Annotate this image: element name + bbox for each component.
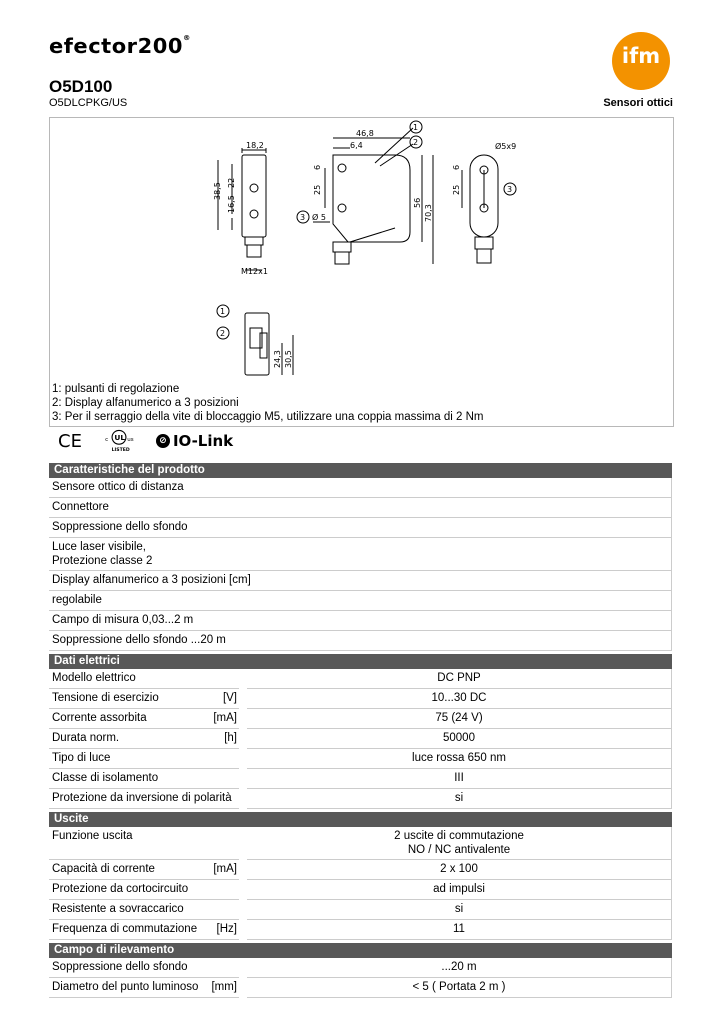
table-row (49, 689, 672, 709)
io-link-logo: ⊘ IO-Link (156, 432, 233, 450)
ifm-logo-text: ifm (621, 44, 661, 68)
table-row (49, 860, 672, 880)
table-row (49, 709, 672, 729)
product-code: O5D100 (49, 77, 113, 96)
table-row (49, 769, 672, 789)
dim-slot: Ø5x9 (495, 142, 517, 151)
row-label: Corrente assorbita (52, 712, 147, 724)
row-unit: [V] (222, 692, 237, 704)
section-campo-rilevamento: Campo di rilevamento (49, 943, 672, 958)
row-unit: [mA] (213, 712, 237, 724)
product-data-table (49, 463, 672, 998)
dim-6-side: 6 (313, 164, 322, 170)
dim-70-3: 70,3 (424, 204, 433, 222)
row-value: si (247, 900, 672, 920)
row-label: Tensione di esercizio (52, 692, 159, 704)
callout-1-bottom: 1 (220, 307, 226, 316)
io-link-icon: ⊘ (156, 434, 170, 448)
note-3: 3: Per il serraggio della vite di bloccaggio M5, utilizzare una coppia massima di 2 Nm (52, 411, 484, 423)
row-label: Frequenza di commutazione (52, 923, 198, 935)
section-uscite: Uscite (49, 812, 672, 827)
feature-row: Connettore (49, 498, 672, 518)
row-value: si (247, 789, 672, 809)
svg-text:UL: UL (114, 433, 126, 443)
note-1: 1: pulsanti di regolazione (52, 383, 180, 395)
row-label: Protezione da cortocircuito (52, 883, 189, 895)
product-category: Sensori ottici (603, 97, 673, 109)
dim-16-5: 16,5 (227, 195, 236, 213)
table-row (49, 749, 672, 769)
feature-row: Luce laser visibile, Protezione classe 2 (49, 538, 672, 571)
feature-row: Sensore ottico di distanza (49, 478, 672, 498)
table-row (49, 920, 672, 940)
dim-width: 18,2 (246, 141, 264, 150)
technical-drawing (49, 117, 674, 427)
feature-row: Soppressione dello sfondo (49, 518, 672, 538)
feature-row: Display alfanumerico a 3 posizioni [cm] (49, 571, 672, 591)
callout-3-end: 3 (507, 185, 513, 194)
brand-name: efector200® (49, 34, 191, 58)
callout-2: 2 (413, 138, 419, 147)
feature-row: regolabile (49, 591, 672, 611)
row-value: 2 x 100 (247, 860, 672, 880)
callout-2-bottom: 2 (220, 329, 226, 338)
row-value: 50000 (247, 729, 672, 749)
row-value: < 5 ( Portata 2 m ) (247, 978, 672, 998)
certifications (58, 430, 233, 452)
feature-row: Campo di misura 0,03...2 m (49, 611, 672, 631)
dim-30-5: 30,5 (284, 350, 293, 368)
dim-6-4: 6,4 (350, 141, 363, 150)
row-label: Funzione uscita (52, 830, 133, 842)
svg-text:us: us (127, 437, 134, 443)
dim-25-side: 25 (313, 184, 322, 195)
ce-mark: CE (58, 430, 82, 452)
row-label: Soppressione dello sfondo (52, 961, 188, 973)
row-unit: [mA] (213, 863, 237, 875)
table-row (49, 958, 672, 978)
row-label: Capacità di corrente (52, 863, 155, 875)
row-value: 10...30 DC (247, 689, 672, 709)
table-row (49, 900, 672, 920)
dim-6-end: 6 (452, 164, 461, 170)
dim-38-5: 38,5 (213, 182, 222, 200)
svg-text:LISTED: LISTED (111, 448, 130, 453)
callout-3: 3 (300, 213, 306, 222)
row-value: 75 (24 V) (247, 709, 672, 729)
row-label: Diametro del punto luminoso (52, 981, 199, 993)
dim-22: 22 (227, 177, 236, 188)
row-label: Classe di isolamento (52, 772, 159, 784)
dimension-drawing (50, 118, 673, 426)
table-row (49, 789, 672, 809)
row-unit: [h] (224, 732, 237, 744)
dim-46-8: 46,8 (356, 129, 374, 138)
cul-us-listed-icon (102, 429, 136, 453)
dim-hole: Ø 5 (312, 213, 326, 222)
table-row (49, 827, 672, 860)
dim-56: 56 (413, 197, 422, 208)
row-label: Protezione da inversione di polarità (52, 792, 232, 804)
section-dati-elettrici: Dati elettrici (49, 654, 672, 669)
table-row (49, 669, 672, 689)
row-label: Durata norm. (52, 732, 120, 744)
article-number: O5DLCPKG/US (49, 97, 128, 109)
row-label: Modello elettrico (52, 672, 136, 684)
row-label: Tipo di luce (52, 752, 111, 764)
row-value: 11 (247, 920, 672, 940)
callout-1: 1 (413, 123, 419, 132)
feature-row: Soppressione dello sfondo ...20 m (49, 631, 672, 651)
dim-25-end: 25 (452, 184, 461, 195)
row-value: III (247, 769, 672, 789)
row-value: luce rossa 650 nm (247, 749, 672, 769)
row-label: Resistente a sovraccarico (52, 903, 184, 915)
row-value: ...20 m (247, 958, 672, 978)
dim-24-3: 24,3 (273, 350, 282, 368)
row-unit: [Hz] (216, 923, 237, 935)
row-value: DC PNP (247, 669, 672, 689)
dim-thread: M12x1 (241, 267, 268, 276)
row-value: 2 uscite di commutazione NO / NC antivalente (247, 827, 672, 860)
row-unit: [mm] (211, 981, 237, 993)
row-value: ad impulsi (247, 880, 672, 900)
table-row (49, 978, 672, 998)
note-2: 2: Display alfanumerico a 3 posizioni (52, 397, 239, 409)
drawing-notes (52, 382, 483, 424)
svg-text:c: c (105, 437, 109, 443)
table-row (49, 729, 672, 749)
section-caratteristiche: Caratteristiche del prodotto (49, 463, 672, 478)
table-row (49, 880, 672, 900)
